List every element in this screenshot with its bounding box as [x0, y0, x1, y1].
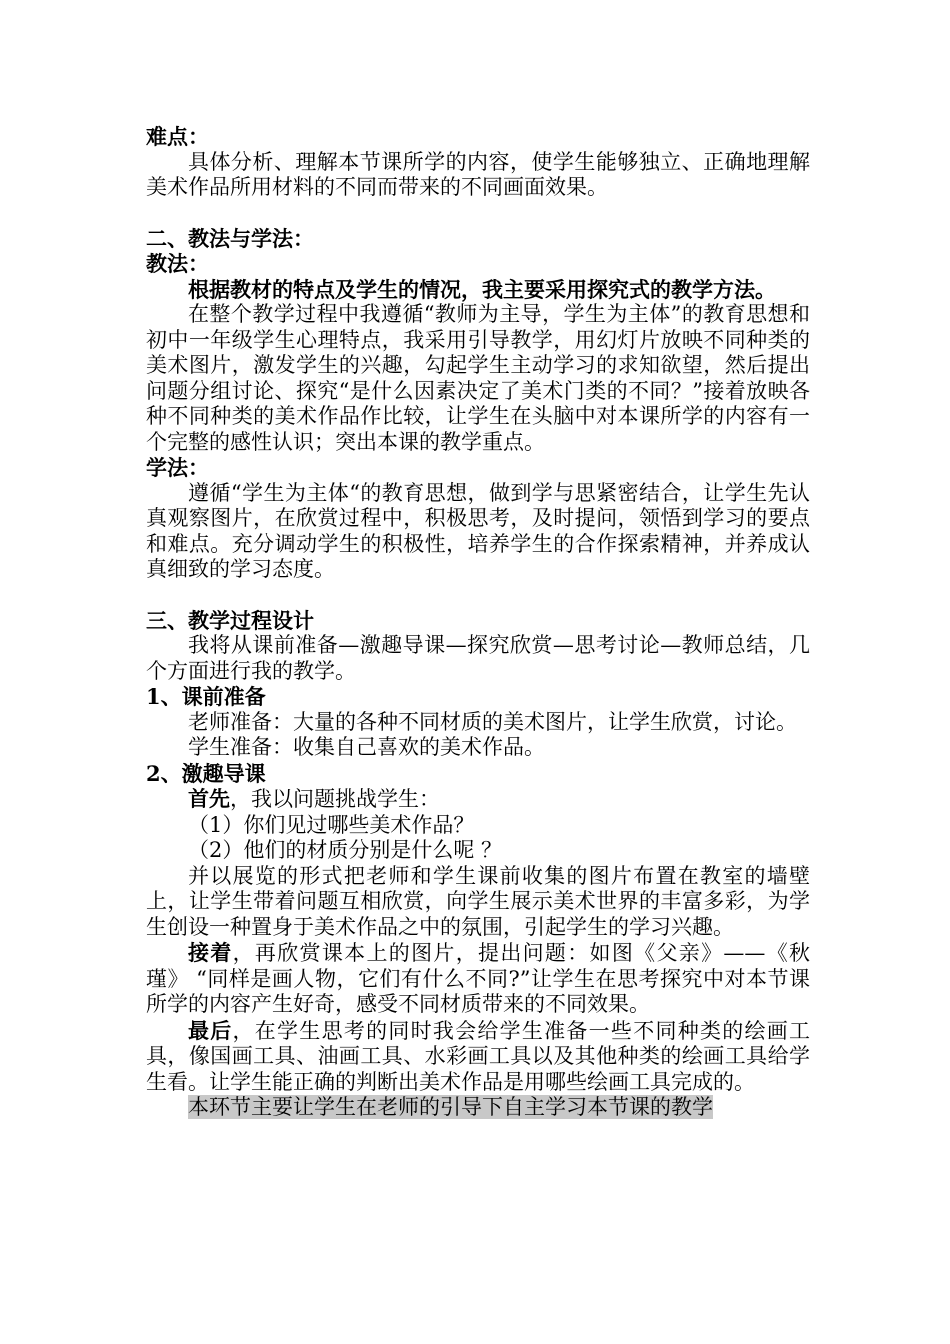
section3-heading: 三、教学过程设计: [146, 607, 314, 633]
document-page: [146, 124, 810, 1121]
difficulty-body: 具体分析、理解本节课所学的内容，使学生能够独立、正确地理解美术作品所用材料的不同而带来的不同画面效果。: [146, 149, 810, 199]
intro-next: [146, 940, 810, 1018]
intro-question-1: （1）你们见过哪些美术作品？: [188, 812, 475, 837]
intro-first-text: ，我以问题挑战学生：: [230, 787, 440, 811]
teaching-method-heading: 教法：: [146, 251, 209, 276]
teaching-method-body: 在整个教学过程中我遵循“教师为主导，学生为主体”的教育思想和初中一年级学生心理特点，我采用引导教学，用幻灯片放映不同种类的美术图片，激发学生的兴趣，勾起学生主动学习的求知欲望，然后提出问题分组讨论、探究“是什么因素决定了美术门类的不同？”接着放映各种不同种类的美术作品作比较，让学生在头脑中对本课所学的内容有一个完整的感性认识；突出本课的教学重点。: [146, 302, 810, 454]
intro-exhibit: 并以展览的形式把老师和学生课前收集的图片布置在教室的墙壁上，让学生带着问题互相欣赏，向学生展示美术世界的丰富多彩，为学生创设一种置身于美术作品之中的氛围，引起学生的学习兴趣。: [146, 863, 810, 939]
intro-last-text: ，在学生思考的同时我会给学生准备一些不同种类的绘画工具，像国画工具、油画工具、水彩画工具以及其他种类的绘画工具给学生看。让学生能正确的判断出美术作品是用哪些绘画工具完成的。: [146, 1018, 811, 1094]
spacer: [146, 583, 810, 608]
prep-teacher: 老师准备：大量的各种不同材质的美术图片，让学生欣赏，讨论。: [188, 709, 797, 734]
intro-question-2: （2）他们的材质分别是什么呢 ？: [188, 838, 503, 862]
intro-last: [146, 1018, 810, 1096]
intro-next-text: ，再欣赏课本上的图片，提出问题：如图《父亲》——《秋瑾》 “同样是画人物，它们有什么不同?”让学生在思考探究中对本节课所学的内容产生好奇，感受不同材质带来的不同效果。: [146, 941, 811, 1016]
intro-first: [146, 786, 810, 813]
difficulty-heading: 难点：: [146, 124, 209, 149]
section2-heading: 二、教法与学法：: [146, 225, 314, 251]
highlighted-text: 本环节主要让学生在老师的引导下自主学习本节课的教学: [188, 1095, 713, 1119]
learning-method-body: 遵循“学生为主体“的教育思想，做到学与思紧密结合，让学生先认真观察图片，在欣赏过程中，积极思考，及时提问，领悟到学习的要点和难点。充分调动学生的积极性，培养学生的合作探索精神，并养成认真细致的学习态度。: [146, 480, 810, 581]
intro-heading: 2、激趣导课: [146, 760, 266, 786]
teaching-method-summary: 根据教材的特点及学生的情况，我主要采用探究式的教学方法。: [188, 276, 776, 302]
intro-next-keyword: 接着: [188, 940, 233, 965]
spacer: [146, 201, 810, 226]
intro-first-keyword: 首先: [188, 786, 230, 811]
prep-student: 学生准备：收集自己喜欢的美术作品。: [188, 735, 545, 759]
section3-body: 我将从课前准备—激趣导课—探究欣赏—思考讨论—教师总结，几个方面进行我的教学。: [146, 633, 810, 683]
intro-last-keyword: 最后: [188, 1017, 233, 1043]
learning-method-heading: 学法：: [146, 455, 209, 480]
highlighted-line: [146, 1095, 810, 1121]
prep-heading: 1、课前准备: [146, 684, 266, 709]
